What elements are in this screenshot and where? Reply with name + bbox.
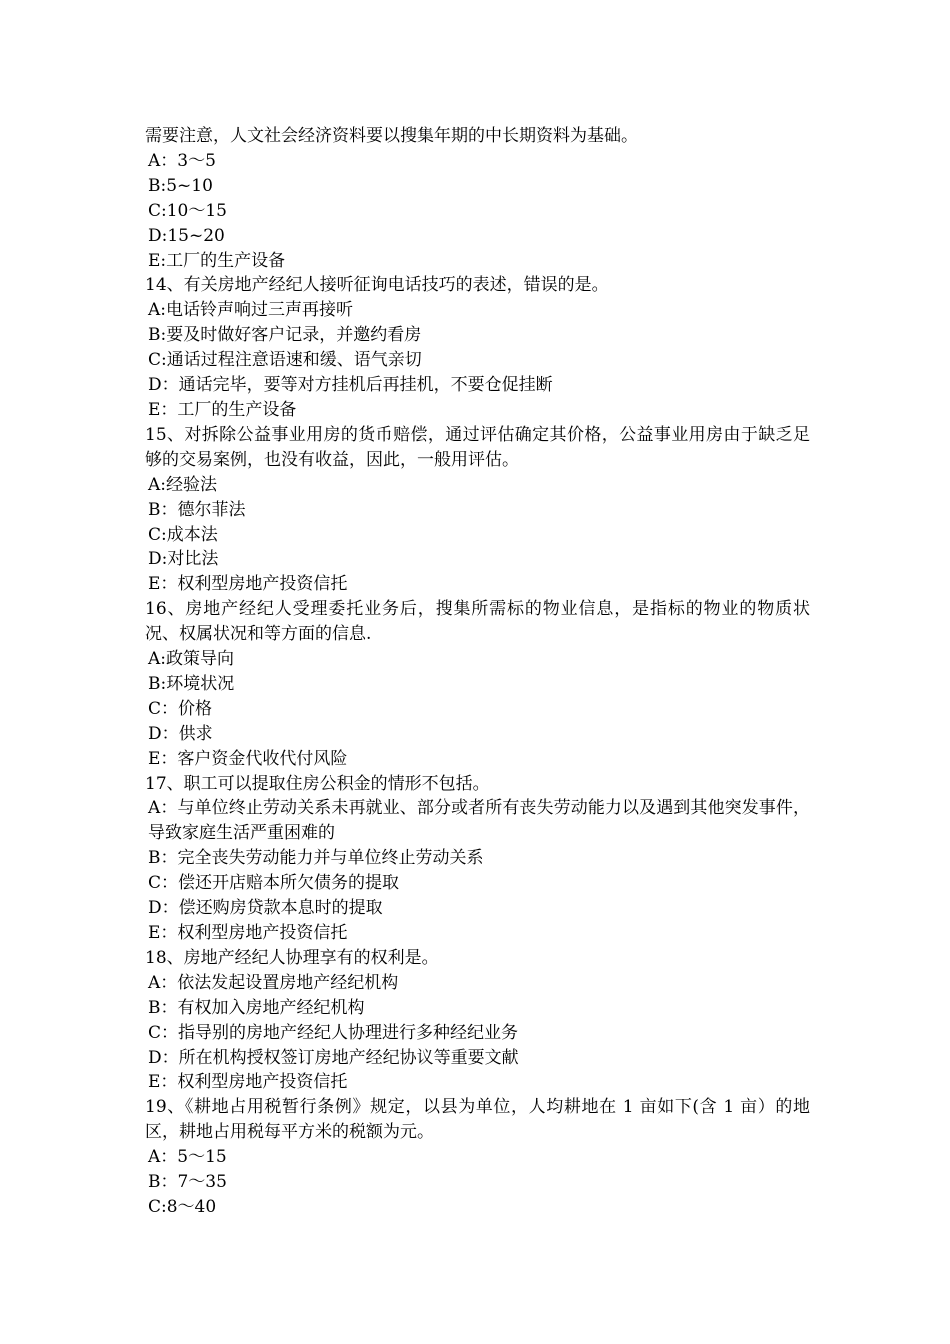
question-text: 17、职工可以提取住房公积金的情形不包括。	[145, 773, 490, 794]
answer-option: A：5～15	[148, 1147, 227, 1168]
answer-option: E：权利型房地产投资信托	[148, 1072, 348, 1093]
answer-option: E：工厂的生产设备	[148, 399, 297, 420]
question-text: 18、房地产经纪人协理享有的权利是。	[145, 947, 439, 968]
answer-option: E：客户资金代收代付风险	[148, 748, 348, 769]
answer-option: D:15~20	[148, 225, 225, 246]
answer-option: E:工厂的生产设备	[148, 250, 286, 271]
answer-option: C：指导别的房地产经纪人协理进行多种经纪业务	[148, 1022, 519, 1043]
answer-option: D：所在机构授权签订房地产经纪协议等重要文献	[148, 1047, 519, 1068]
answer-option: D:对比法	[148, 549, 219, 570]
answer-option: A：与单位终止劳动关系未再就业、部分或者所有丧失劳动能力以及遇到其他突发事件，导致家庭生活严重困难的	[148, 798, 810, 844]
question-text: 16、房地产经纪人受理委托业务后，搜集所需标的物业信息，是指标的物业的物质状况、权属状况和等方面的信息.	[145, 599, 810, 645]
answer-option: C:成本法	[148, 524, 218, 545]
answer-option: B:环境状况	[148, 673, 235, 694]
question-text: 15、对拆除公益事业用房的货币赔偿，通过评估确定其价格，公益事业用房由于缺乏足够的交易案例，也没有收益，因此，一般用评估。	[145, 424, 810, 470]
question-text: 19、《耕地占用税暂行条例》规定，以县为单位，人均耕地在 1 亩如下(含 1 亩）的地区，耕地占用税每平方米的税额为元。	[145, 1097, 810, 1143]
answer-option: A:政策导向	[148, 649, 235, 670]
answer-option: D：通话完毕，要等对方挂机后再挂机，不要仓促挂断	[148, 375, 553, 396]
answer-option: E：权利型房地产投资信托	[148, 923, 348, 943]
answer-option: C:8～40	[148, 1196, 217, 1217]
answer-option: A：3～5	[148, 150, 216, 171]
answer-option: D：偿还购房贷款本息时的提取	[148, 898, 383, 919]
document-body	[145, 124, 810, 1220]
question-text: 14、有关房地产经纪人接听征询电话技巧的表述，错误的是。	[145, 275, 609, 296]
answer-option: B：完全丧失劳动能力并与单位终止劳动关系	[148, 848, 484, 869]
answer-option: D：供求	[148, 723, 213, 744]
answer-option: B：7～35	[148, 1172, 227, 1193]
answer-option: A:电话铃声响过三声再接听	[148, 300, 354, 321]
answer-option: C：偿还开店赔本所欠债务的提取	[148, 873, 400, 894]
answer-option: B:5~10	[148, 175, 213, 196]
answer-option: E：权利型房地产投资信托	[148, 574, 348, 595]
answer-option: B：德尔菲法	[148, 499, 246, 520]
answer-option: B：有权加入房地产经纪机构	[148, 997, 365, 1018]
answer-option: C：价格	[148, 698, 213, 719]
answer-option: A:经验法	[148, 474, 218, 495]
answer-option: B:要及时做好客户记录，并邀约看房	[148, 325, 422, 346]
answer-option: A：依法发起设置房地产经纪机构	[148, 972, 399, 993]
question-text: 需要注意，人文社会经济资料要以搜集年期的中长期资料为基础。	[145, 126, 638, 146]
answer-option: C:10～15	[148, 200, 227, 221]
answer-option: C:通话过程注意语速和缓、语气亲切	[148, 350, 422, 371]
